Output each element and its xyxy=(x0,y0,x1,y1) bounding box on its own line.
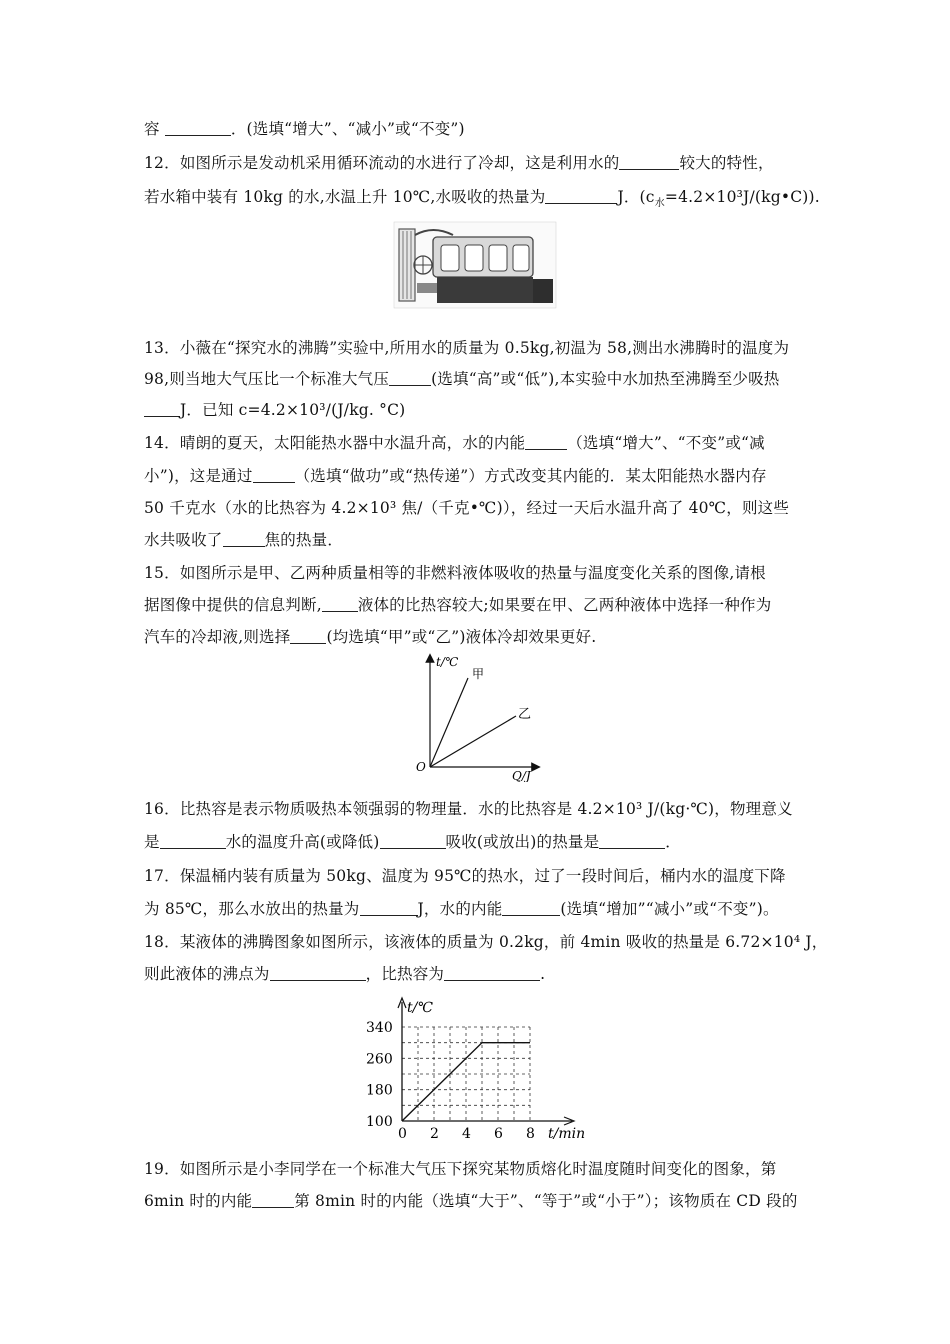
y-tick-label: 260 xyxy=(366,1051,393,1068)
q17-line-1: 17．保温桶内装有质量为 50kg、温度为 95℃的热水，过了一段时间后，桶内水的温度下降 xyxy=(144,867,786,885)
chart-grid xyxy=(402,1027,530,1121)
y-tick-label: 180 xyxy=(366,1082,393,1099)
q16-line-2: 是 水的温度升高(或降低) 吸收(或放出)的热量是 ． xyxy=(144,833,681,851)
q12-line-1: 12．如图所示是发动机采用循环流动的水进行了冷却，这是利用水的 较大的特性， xyxy=(144,154,774,172)
y-axis-label: t/℃ xyxy=(407,1000,434,1016)
q15-line-1: 15．如图所示是甲、乙两种质量相等的非燃料液体吸收的热量与温度变化关系的图像,请根 xyxy=(144,564,766,582)
answer-blank[interactable] xyxy=(599,833,665,850)
q17-line-2: 为 85℃，那么水放出的热量为 J，水的内能 (选填“增加”“减小”或“不变”)。 xyxy=(144,900,779,918)
answer-blank[interactable] xyxy=(380,833,446,850)
answer-blank[interactable] xyxy=(360,900,418,917)
q19-line-1: 19．如图所示是小李同学在一个标准大气压下探究某物质熔化时温度随时间变化的图象，第 xyxy=(144,1160,777,1178)
answer-blank[interactable] xyxy=(389,370,431,387)
x-axis-label: Q/J xyxy=(512,769,531,782)
answer-blank[interactable] xyxy=(144,401,180,418)
answer-blank[interactable] xyxy=(322,596,358,613)
answer-blank[interactable] xyxy=(290,628,326,645)
engine-figure xyxy=(393,221,557,309)
answer-blank[interactable] xyxy=(525,434,567,451)
q16-line-1: 16．比热容是表示物质吸热本领强弱的物理量．水的比热容是 4.2×10³ J/(kg·℃)，物理意义 xyxy=(144,800,793,818)
q15-line-3: 汽车的冷却液,则选择 (均选填“甲”或“乙”)液体冷却效果更好. xyxy=(144,628,597,646)
answer-blank[interactable] xyxy=(165,120,231,137)
origin-label: O xyxy=(416,760,426,774)
boiling-chart xyxy=(360,996,590,1146)
x-tick-label: 0 xyxy=(398,1126,407,1142)
q13-line-2: 98,则当地大气压比一个标准大气压 (选填“高”或“低”),本实验中水加热至沸腾至少吸热 xyxy=(144,370,780,388)
label-jia: 甲 xyxy=(472,667,485,681)
answer-blank[interactable] xyxy=(270,965,366,982)
q14-line-4: 水共吸收了 焦的热量． xyxy=(144,531,344,549)
q19-line-2: 6min 时的内能 第 8min 时的内能（选填“大于”、“等于”或“小于”）；该物质在 CD 段的 xyxy=(144,1192,798,1210)
y-tick-label: 340 xyxy=(366,1020,393,1036)
q14-line-1: 14．晴朗的夏天，太阳能热水器中水温升高，水的内能 （选填“增大”、“不变”或“减 xyxy=(144,434,765,452)
x-tick-label: 4 xyxy=(462,1126,471,1142)
q18-line-2: 则此液体的沸点为 ，比热容为 . xyxy=(144,965,546,983)
x-tick-label: 6 xyxy=(494,1126,503,1142)
x-axis-label: t/min xyxy=(548,1126,586,1142)
q12-line-2: 若水箱中装有 10kg 的水,水温上升 10℃,水吸收的热量为 J．$(c_水=4.2\times 10^3J/(kg•C))$. xyxy=(144,188,820,210)
answer-blank[interactable] xyxy=(502,900,560,917)
answer-blank[interactable] xyxy=(253,467,295,484)
y-axis-label: t/℃ xyxy=(436,655,459,669)
x-tick-label: 2 xyxy=(430,1126,439,1142)
x-tick-label: 8 xyxy=(526,1126,535,1142)
q18-line-1: 18．某液体的沸腾图象如图所示，该液体的质量为 0.2kg，前 4min 吸收的热量是 6.72×10⁴ J， xyxy=(144,933,828,951)
q14-line-3: 50 千克水（水的比热容为 4.2×10³ 焦/（千克•℃)），经过一天后水温升高了 40℃，则这些 xyxy=(144,499,790,517)
answer-blank[interactable] xyxy=(444,965,540,982)
answer-blank[interactable] xyxy=(619,154,679,171)
answer-blank[interactable] xyxy=(545,188,617,205)
line-yi xyxy=(430,716,516,767)
y-tick-label: 100 xyxy=(366,1114,393,1130)
heat-temperature-graph xyxy=(412,652,542,782)
label-yi: 乙 xyxy=(518,707,532,722)
q13-line-1: 13．小薇在“探究水的沸腾”实验中,所用水的质量为 0.5kg,初温为 58,测出水沸腾时的温度为 xyxy=(144,339,790,357)
q11-line: 容 ．(选填“增大”、“减小”或“不变”) xyxy=(144,120,465,138)
line-jia xyxy=(430,678,468,767)
answer-blank[interactable] xyxy=(223,531,265,548)
q13-line-3: J．已知 c=4.2×10³/(J/kg. °C) xyxy=(144,398,405,420)
q14-line-2: 小”)，这是通过 （选填“做功”或“热传递”）方式改变其内能的．某太阳能热水器内存 xyxy=(144,467,767,485)
answer-blank[interactable] xyxy=(252,1192,294,1209)
q15-line-2: 据图像中提供的信息判断, 液体的比热容较大;如果要在甲、乙两种液体中选择一种作为 xyxy=(144,596,772,614)
answer-blank[interactable] xyxy=(160,833,226,850)
